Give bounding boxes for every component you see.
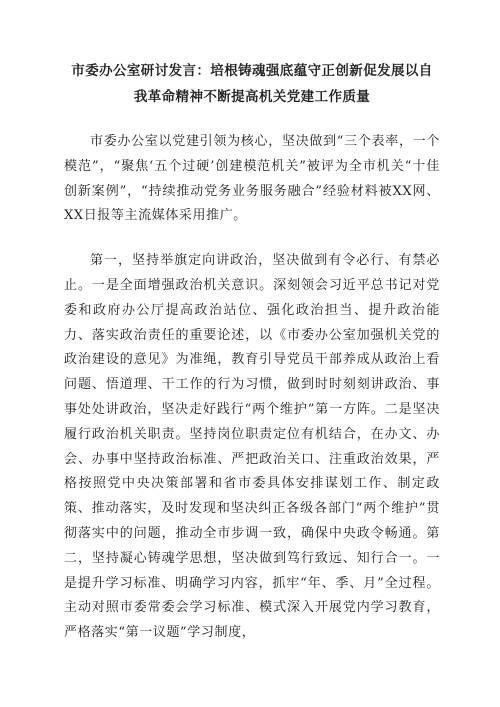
title-line-2: 我革命精神不断提高机关党建工作质量 xyxy=(133,89,371,105)
body-paragraph: 第一，坚持举旗定向讲政治，坚决做到有令必行、有禁必止。一是全面增强政治机关意识。深刻领会习近平总书记对党委和政府办公厅提高政治站位、强化政治担当、提升政治能力、落实政治责任的重要论述，以《市委办公室加强机关党的政治建设的意见》为准绳，教育引导党员干部养成从政治上看问题、悟道理、干工作的行为习惯，做到时时刻刻讲政治、事事处处讲政治，坚决走好践行“两个维护”第一方阵。二是坚决履行政治机关职责。坚持岗位职责定位有机结合，在办文、办会、办事中坚持政治标准、严把政治关口、注重政治效果，严格按照党中央决策部署和省市委具体安排谋划工作、制定政策、推动落实，及时发现和坚决纠正各级各部门“两个维护”贯彻落实中的问题，推动全市步调一致，确保中央政令畅通。第二，坚持凝心铸魂学思想，坚决做到笃行致远、知行合一。一是提升学习标准、明确学习内容，抓牢“年、季、月”全过程。主动对照市委常委会学习标准、模式深入开展党内学习教育，严格落实“第一议题”学习制度， xyxy=(64,253,440,641)
title-line-1: 市委办公室研讨发言：培根铸魂强底蕴守正创新促发展以自 xyxy=(71,63,433,79)
intro-paragraph: 市委办公室以党建引领为核心，坚决做到“三个表率，一个模范”，“聚焦‘五个过硬’创建模范机关”被评为全市机关“十佳创新案例”，“持续推动党务业务服务融合”经验材料被XX网、XX日报等主流媒体采用推广。 xyxy=(64,134,440,224)
document-title xyxy=(64,58,440,110)
